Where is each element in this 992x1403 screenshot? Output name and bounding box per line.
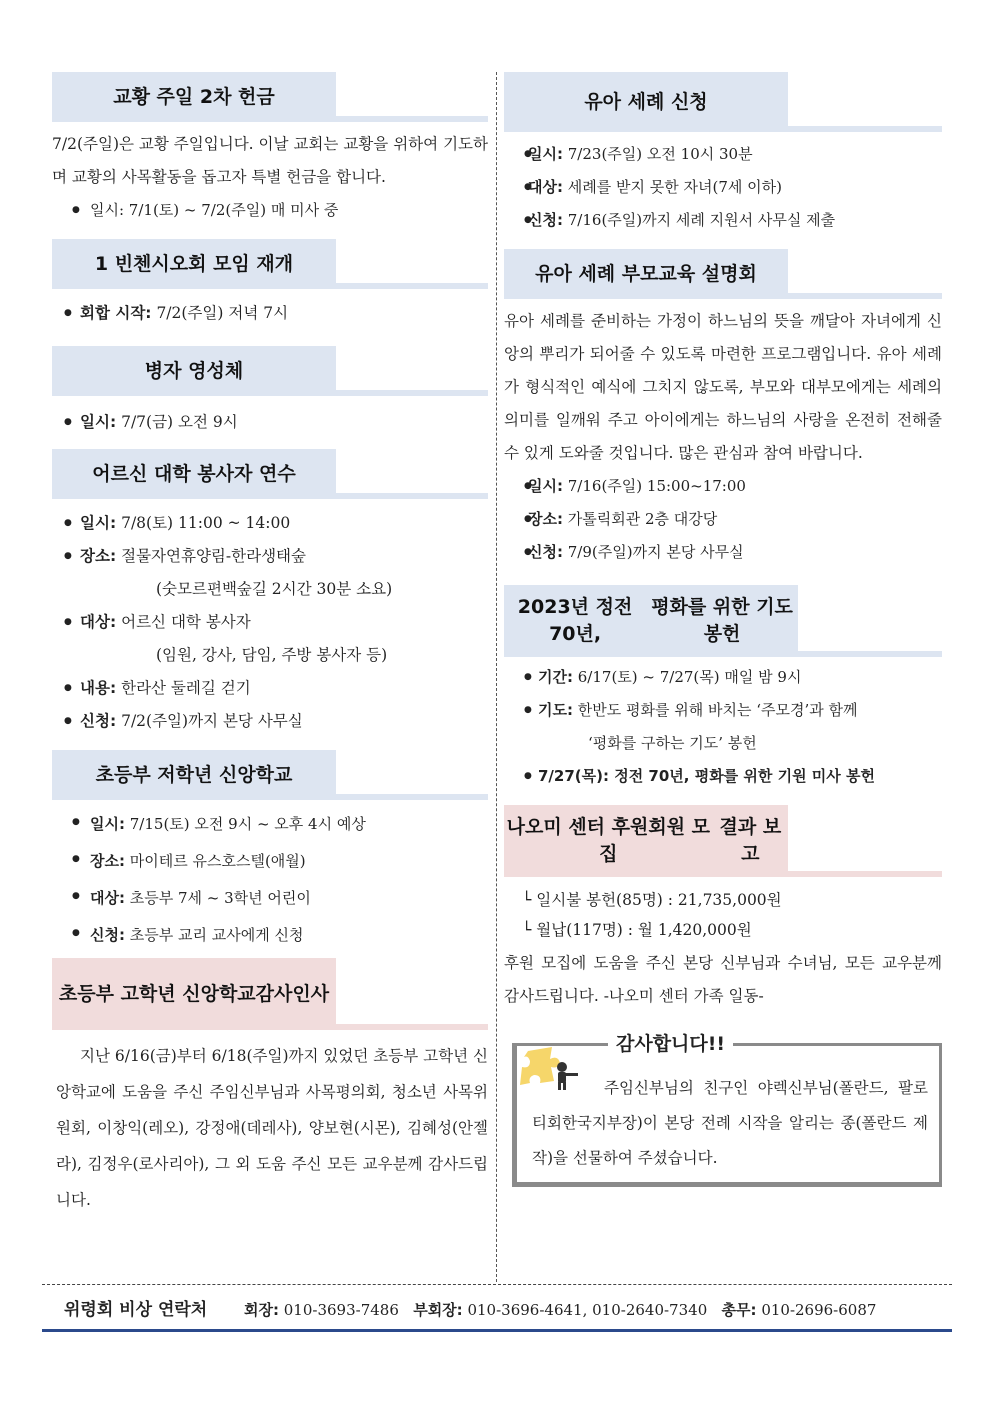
infant-baptism-list [504, 138, 942, 237]
list-item [52, 540, 488, 606]
item-value: 7/16(주일) 15:00~17:00 [567, 477, 746, 495]
list-item [504, 760, 942, 793]
item-label: 일시: [528, 145, 563, 163]
item-value: 6/17(토) ~ 7/27(목) 매일 밤 9시 [577, 668, 802, 686]
thanks-title: 감사합니다!! [608, 1029, 733, 1059]
contact-value: 010-2696-6087 [761, 1301, 877, 1319]
item-label: 일시: [80, 514, 117, 532]
left-column [52, 72, 488, 1218]
contact-label: 부회장: [413, 1301, 463, 1319]
section-header-communion [52, 346, 488, 396]
item-label: 대상: [90, 889, 125, 907]
section-title: 병자 영성체 [52, 346, 336, 396]
item-label: 일시: [90, 815, 125, 833]
section-title: 교황 주일 2차 헌금 [52, 72, 336, 122]
item-label: 회합 시작: [80, 304, 152, 322]
item-value: 한라산 둘레길 걷기 [121, 679, 251, 697]
section-title: 초등부 저학년 신앙학교 [52, 750, 336, 800]
list-item [52, 406, 488, 439]
contact-value: 010-3693-7486 [283, 1301, 399, 1319]
item-value: 한반도 평화를 위해 바치는 ‘주모경’과 함께 [577, 701, 858, 719]
right-column [504, 72, 942, 1187]
list-item [504, 503, 942, 536]
item-value: 7/9(주일)까지 본당 사무실 [567, 543, 744, 561]
list-item [52, 880, 488, 917]
list-item [52, 507, 488, 540]
list-item [52, 806, 488, 843]
item-value: 초등부 7세 ~ 3학년 어린이 [129, 889, 311, 907]
list-item [52, 606, 488, 672]
naomi-center-body: 후원 모집에 도움을 주신 본당 신부님과 수녀님, 모든 교우분께 감사드립니다. -나오미 센터 가족 일동- [504, 954, 942, 1005]
item-value: 7/2(주일)까지 본당 사무실 [121, 712, 303, 730]
list-item [504, 694, 942, 760]
title-line: 평화를 위한 기도 봉헌 [651, 596, 793, 645]
contact-label: 회장: [244, 1301, 279, 1319]
item-label: 내용: [80, 679, 117, 697]
item-value: 초등부 교리 교사에게 신청 [129, 926, 304, 944]
item-label: 신청: [528, 211, 563, 229]
list-item [504, 536, 942, 569]
section-header-naomi-center [504, 805, 942, 877]
item-label: 신청: [528, 543, 563, 561]
section-header-papal-collection [52, 72, 488, 122]
item-value: 7/15(토) 오전 9시 ~ 오후 4시 예상 [129, 815, 366, 833]
footer-dashed-rule [42, 1284, 952, 1285]
footer-rule [42, 1329, 952, 1332]
list-item [52, 705, 488, 738]
item-label: 일시: [80, 413, 117, 431]
item-label: 장소: [90, 852, 125, 870]
junior-school-list [52, 806, 488, 954]
title-line: 감사인사 [255, 982, 330, 1005]
contact-value: 010-3696-4641, 010-2640-7340 [467, 1301, 708, 1319]
section-title [52, 958, 336, 1030]
highlight-text: 7/27(목): 정전 70년, 평화를 위한 기원 미사 봉헌 [538, 767, 875, 785]
item-value: 7/7(금) 오전 9시 [121, 413, 238, 431]
column-divider [496, 72, 497, 1282]
title-line: 초등부 고학년 신앙학교 [58, 982, 256, 1005]
thanks-box [504, 1029, 942, 1187]
list-item: └ 월납(117명) : 월 1,420,000원 [522, 921, 752, 939]
list-item [504, 470, 942, 503]
section-title: 1 빈첸시오회 모임 재개 [52, 239, 336, 289]
item-label: 기간: [538, 668, 573, 686]
title-line: 나오미 센터 후원회원 모집 [506, 816, 711, 865]
section-header-peace-prayer [504, 585, 942, 657]
list-item [504, 661, 942, 694]
parent-education-list [504, 470, 942, 569]
section-title [504, 585, 798, 657]
item-value: 세례를 받지 못한 자녀(7세 이하) [567, 178, 782, 196]
section-title: 유아 세례 부모교육 설명회 [504, 249, 788, 299]
section-header-junior-school [52, 750, 488, 800]
section-title [504, 805, 788, 877]
list-item [52, 672, 488, 705]
item-value: 7/23(주일) 오전 10시 30분 [567, 145, 753, 163]
senior-school-thanks-body: 지난 6/16(금)부터 6/18(주일)까지 있었던 초등부 고학년 신앙학교에 도움을 주신 주임신부님과 사목평의회, 청소년 사목위원회, 이창익(레오), 강정애(데레사), 양보현(시몬), 김혜성(안젤라), 김정우(로사리아), 그 외 도움 주신 모든 교우분께 감사드립니다. [56, 1047, 488, 1209]
item-label: 장소: [528, 510, 563, 528]
item-label: 장소: [80, 547, 117, 565]
section-header-senior-school-thanks [52, 958, 488, 1030]
list-item [504, 171, 942, 204]
papal-collection-body: 7/2(주일)은 교황 주일입니다. 이날 교회는 교황을 위하여 기도하며 교황의 사목활동을 돕고자 특별 헌금을 합니다. [52, 135, 488, 186]
section-title: 유아 세례 신청 [504, 72, 788, 132]
section-header-senior-training [52, 449, 488, 499]
item-label: 일시: [528, 477, 563, 495]
list-item: ● 일시: 7/1(토) ~ 7/2(주일) 매 미사 중 [52, 194, 488, 227]
title-line: 2023년 정전 70년, [517, 596, 633, 645]
item-sub: ‘평화를 구하는 기도’ 봉헌 [588, 734, 757, 752]
contact-label: 총무: [721, 1301, 757, 1319]
list-item [52, 917, 488, 954]
item-sub: (임원, 강사, 담임, 주방 봉사자 등) [156, 646, 388, 664]
list-item [52, 843, 488, 880]
item-value: 7/8(토) 11:00 ~ 14:00 [121, 514, 291, 532]
section-header-vincent [52, 239, 488, 289]
item-label: 대상: [528, 178, 563, 196]
item-label: 대상: [80, 613, 117, 631]
list-item [504, 204, 942, 237]
list-item [504, 138, 942, 171]
item-value: 가톨릭회관 2층 대강당 [567, 510, 718, 528]
footer-title: 위령회 비상 연락처 [64, 1300, 208, 1320]
list-item: └ 일시불 봉헌(85명) : 21,735,000원 [522, 891, 782, 909]
item-value: 7/2(주일) 저녁 7시 [156, 304, 289, 322]
senior-training-list [52, 507, 488, 738]
item-label: 신청: [90, 926, 125, 944]
item-sub: (숫모르편백숲길 2시간 30분 소요) [156, 580, 393, 598]
title-line: 결과 보고 [719, 816, 782, 865]
item-value: 어르신 대학 봉사자 [121, 613, 251, 631]
thanks-body: 주임신부님의 친구인 야렉신부님(폴란드, 팔로티회한국지부장)이 본당 전례 시작을 알리는 종(폴란드 제작)을 선물하여 주셨습니다. [532, 1079, 928, 1167]
peace-prayer-list [504, 661, 942, 793]
item-value: 7/16(주일)까지 세례 지원서 사무실 제출 [567, 211, 836, 229]
list-item [52, 297, 488, 330]
section-title: 어르신 대학 봉사자 연수 [52, 449, 336, 499]
item-label: 기도: [538, 701, 573, 719]
footer-contacts [64, 1296, 950, 1324]
section-header-parent-education [504, 249, 942, 299]
parent-education-body: 유아 세례를 준비하는 가정이 하느님의 뜻을 깨달아 자녀에게 신앙의 뿌리가 되어줄 수 있도록 마련한 프로그램입니다. 유아 세례가 형식적인 예식에 그치지 않도록, 부모와 대부모에게는 세례의 의미를 일깨워 주고 아이에게는 하느님의 사랑을 온전히 전해줄 수 있게 도와줄 것입니다. 많은 관심과 참여 바랍니다. [504, 312, 942, 462]
item-value: 절물자연휴양림-한라생태숲 [121, 547, 307, 565]
item-value: 마이테르 유스호스텔(애월) [129, 852, 306, 870]
item-label: 신청: [80, 712, 117, 730]
section-header-infant-baptism [504, 72, 942, 132]
